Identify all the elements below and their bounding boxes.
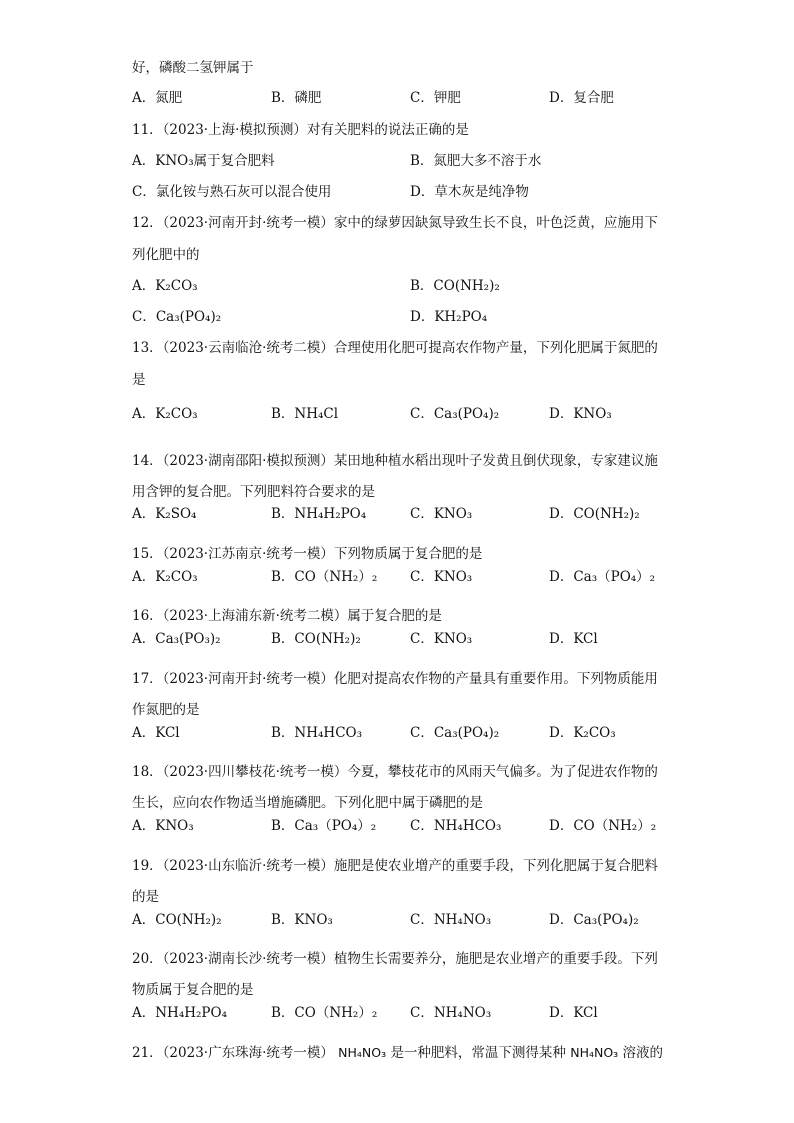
- option-q18-d: D．CO（NH₂）₂: [549, 818, 657, 834]
- option-q13-b: B．NH₄Cl: [271, 406, 339, 422]
- question-line: 作氮肥的是: [132, 702, 200, 718]
- option-q19-d: D．Ca₃(PO₄)₂: [549, 912, 639, 928]
- option-q12b-d: D．KH₂PO₄: [410, 309, 488, 325]
- question-line: 生长，应向农作物适当增施磷肥。下列化肥中属于磷肥的是: [132, 795, 483, 811]
- option-q18-a: A．KNO₃: [132, 818, 194, 834]
- option-q20-c: C．NH₄NO₃: [410, 1005, 492, 1021]
- option-q16-c: C．KNO₃: [410, 631, 473, 647]
- option-q11a-a: A．KNO₃属于复合肥料: [132, 153, 275, 169]
- option-q15-d: D．Ca₃（PO₄）₂: [549, 569, 656, 585]
- option-q10-c: C．钾肥: [410, 90, 461, 106]
- option-q13-d: D．KNO₃: [549, 406, 612, 422]
- option-q13-a: A．K₂CO₃: [132, 406, 198, 422]
- question-21-suffix: 溶液的: [622, 1045, 663, 1061]
- question-line: 是: [132, 372, 146, 388]
- option-q17-d: D．K₂CO₃: [549, 725, 616, 741]
- question-line: 15．（2023·江苏南京·统考一模）下列物质属于复合肥的是: [132, 546, 483, 562]
- question-line: 用含钾的复合肥。下列肥料符合要求的是: [132, 484, 375, 500]
- option-q14-b: B．NH₄H₂PO₄: [271, 506, 367, 522]
- option-q15-a: A．K₂CO₃: [132, 569, 198, 585]
- question-21-stem: [132, 1043, 663, 1063]
- option-q13-c: C．Ca₃(PO₄)₂: [410, 406, 500, 422]
- option-q17-b: B．NH₄HCO₃: [271, 725, 362, 741]
- formula-nh4no3-2: NH₄NO₃: [570, 1045, 619, 1060]
- option-q19-c: C．NH₄NO₃: [410, 912, 492, 928]
- question-line: 物质属于复合肥的是: [132, 982, 254, 998]
- option-q10-b: B．磷肥: [271, 90, 322, 106]
- option-q15-c: C．KNO₃: [410, 569, 473, 585]
- option-q11b-c: C．氯化铵与熟石灰可以混合使用: [132, 184, 332, 200]
- option-q17-c: C．Ca₃(PO₄)₂: [410, 725, 500, 741]
- question-line: 14．（2023·湖南邵阳·模拟预测）某田地种植水稻出现叶子发黄且倒伏现象，专家建议施: [132, 453, 658, 469]
- option-q19-b: B．KNO₃: [271, 912, 333, 928]
- option-q14-a: A．K₂SO₄: [132, 506, 197, 522]
- question-line: 13．（2023·云南临沧·统考二模）合理使用化肥可提高农作物产量，下列化肥属于氮肥的: [132, 340, 658, 356]
- option-q12a-a: A．K₂CO₃: [132, 278, 198, 294]
- question-line: 12．（2023·河南开封·统考一模）家中的绿萝因缺氮导致生长不良，叶色泛黄，应施用下: [132, 215, 658, 231]
- question-line: 的是: [132, 889, 159, 905]
- question-line: 20．（2023·湖南长沙·统考一模）植物生长需要养分，施肥是农业增产的重要手段。下列: [132, 951, 658, 967]
- question-21-middle: 是一种肥料，常温下测得某种: [390, 1045, 566, 1061]
- question-21-prefix: 21．（2023·广东珠海·统考一模）: [132, 1045, 334, 1061]
- option-q11a-b: B．氮肥大多不溶于水: [410, 153, 542, 169]
- option-q20-a: A．NH₄H₂PO₄: [132, 1005, 227, 1021]
- option-q14-c: C．KNO₃: [410, 506, 473, 522]
- option-q16-b: B．CO(NH₂)₂: [271, 631, 361, 647]
- option-q11b-d: D．草木灰是纯净物: [410, 184, 529, 200]
- option-q16-d: D．KCl: [549, 631, 598, 647]
- formula-nh4no3: NH₄NO₃: [338, 1045, 387, 1060]
- option-q16-a: A．Ca₃(PO₃)₂: [132, 631, 221, 647]
- question-line: 18．（2023·四川攀枝花·统考一模）今夏，攀枝花市的风雨天气偏多。为了促进农作物的: [132, 764, 658, 780]
- option-q18-c: C．NH₄HCO₃: [410, 818, 502, 834]
- option-q20-d: D．KCl: [549, 1005, 598, 1021]
- option-q14-d: D．CO(NH₂)₂: [549, 506, 640, 522]
- option-q15-b: B．CO（NH₂）₂: [271, 569, 378, 585]
- option-q10-d: D．复合肥: [549, 90, 614, 106]
- option-q17-a: A．KCl: [132, 725, 180, 741]
- option-q19-a: A．CO(NH₂)₂: [132, 912, 222, 928]
- question-line: 19．（2023·山东临沂·统考一模）施肥是使农业增产的重要手段，下列化肥属于复合肥料: [132, 858, 658, 874]
- question-line: 16．（2023·上海浦东新·统考二模）属于复合肥的是: [132, 608, 442, 624]
- option-q12b-c: C．Ca₃(PO₄)₂: [132, 309, 222, 325]
- option-q12a-b: B．CO(NH₂)₂: [410, 278, 500, 294]
- option-q20-b: B．CO（NH₂）₂: [271, 1005, 378, 1021]
- option-q18-b: B．Ca₃（PO₄）₂: [271, 818, 377, 834]
- option-q10-a: A．氮肥: [132, 90, 183, 106]
- question-line: 列化肥中的: [132, 247, 200, 263]
- question-line: 好，磷酸二氢钾属于: [132, 60, 254, 76]
- question-line: 11．（2023·上海·模拟预测）对有关肥料的说法正确的是: [132, 122, 469, 138]
- question-line: 17．（2023·河南开封·统考一模）化肥对提高农作物的产量具有重要作用。下列物质能用: [132, 671, 658, 687]
